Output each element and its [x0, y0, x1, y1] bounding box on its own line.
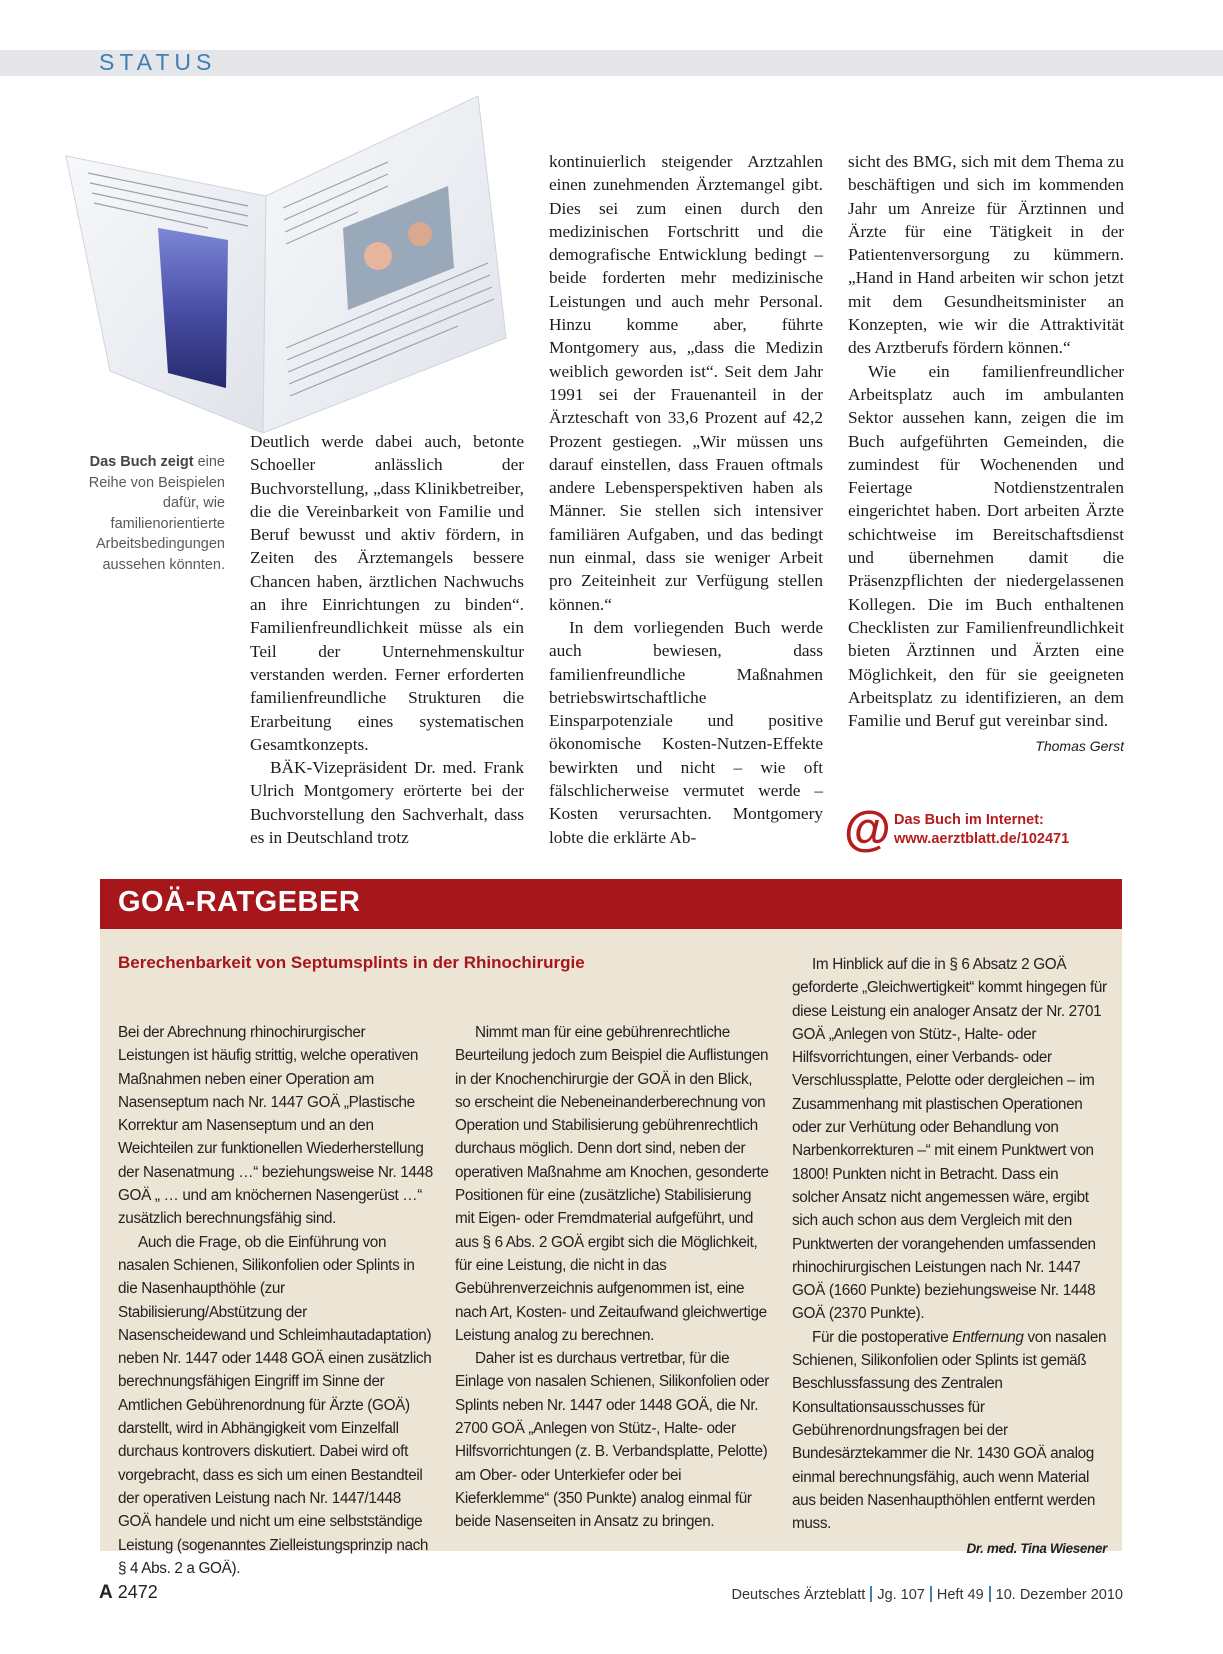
goa-author: Dr. med. Tina Wiesener: [966, 1541, 1107, 1557]
paragraph: Auch die Frage, ob die Einführung von nasalen Schienen, Silikonfolien oder Splints in die Nasenhaupthöhle (zur Stabilisierung/Abstützung der Nasenscheidewand und Schleimhautadaptation) neben Nr. 1447 oder 1448 GOÄ einen zusätzlich berechnungsfähigen Eingriff im Sinne der Amtlichen Gebührenordnung für Ärzte (GOÄ) darstellt, wird in Abhängigkeit vom Einzelfall durchaus kontrovers diskutiert. Dabei wird oft vorgebracht, dass es sich um einen Bestandteil der operativen Leistung nach Nr. 1447/1448 GOÄ handele und nicht um eine selbstständige Leistung (sogenanntes Zielleistungsprinzip nach § 4 Abs. 2 a GOÄ).: [118, 1233, 432, 1577]
journal-volume: Jg. 107: [877, 1587, 925, 1603]
web-reference[interactable]: [844, 803, 1070, 856]
paragraph: Deutlich werde dabei auch, betonte Schoeller anlässlich der Buchvorstellung, „dass Klinikbetreiber, die die Vereinbarkeit von Familie und Beruf bewusst und aktiv fördern, in Zeiten des Ärztemangels bessere Chancen haben, ärztlichen Nachwuchs an ihre Einrichtungen zu binden“. Familienfreundlichkeit müsse als ein Teil der Unternehmenskultur verstanden werden. Ferner erforderten familienfreundliche Strukturen die Erarbeitung eines systematischen Gesamtkonzepts.: [250, 432, 524, 754]
page-prefix: A: [99, 1582, 113, 1603]
paragraph: Daher ist es durchaus vertretbar, für die Einlage von nasalen Schienen, Silikonfolien oder Splints neben Nr. 1447 oder 1448 GOÄ, die Nr. 2700 GOÄ „Anlegen von Stütz-, Halte- oder Hilfsvorrichtungen (z. B. Verbandsplatte, Pelotte) am Ober- oder Unterkiefer oder bei Kieferklemme“ (350 Punkte) analog einmal für beide Nasenseiten in Ansatz zu bringen.: [455, 1350, 770, 1531]
journal-date: 10. Dezember 2010: [995, 1587, 1123, 1603]
author-name: Thomas Gerst: [1035, 738, 1124, 755]
article-column-2: [549, 150, 823, 849]
photo-caption: [70, 452, 225, 575]
caption-text: eine Reihe von Beispielen dafür, wie familienorientierte Arbeitsbedingungen aussehen könnten.: [88, 454, 225, 573]
paragraph-text: Für die postoperative: [812, 1328, 953, 1346]
page-number: [99, 1582, 158, 1604]
section-label: STATUS: [99, 49, 217, 75]
paragraph: sicht des BMG, sich mit dem Thema zu beschäftigen und sich im kommenden Jahr um Anreize für Ärztinnen und Ärzte für eine Tätigkeit in der Patientenversorgung zu kümmern. „Hand in Hand arbeiten wir schon jetzt mit dem Gesundheitsminister an Konzepten, wie wir die Attraktivität des Arztberufs fördern können.“: [848, 152, 1124, 358]
goa-subtitle: Berechenbarkeit von Septumsplints in der Rhinochirurgie: [118, 953, 585, 972]
web-reference-label: Das Buch im Internet:: [894, 812, 1044, 828]
paragraph: [848, 360, 1124, 755]
page-number-value: 2472: [117, 1582, 158, 1602]
article-column-3: [848, 150, 1124, 759]
book-photo: [58, 88, 508, 433]
article-column-1: [250, 430, 524, 849]
paragraph: In dem vorliegenden Buch werde auch bewiesen, dass familienfreundliche Maßnahmen betriebswirtschaftliche Einsparpotenziale und positive ökonomische Kosten-Nutzen-Effekte bewirkten und nicht – wie oft fälschlicherweise vermutet werde – Kosten verursachten. Montgomery lobte die erklärte Ab-: [549, 617, 823, 847]
web-reference-url[interactable]: www.aerztblatt.de/102471: [894, 831, 1070, 847]
divider: [930, 1586, 932, 1602]
web-reference-text: [894, 811, 1069, 849]
paragraph-text: von nasalen Schienen, Silikonfolien oder Splints ist gemäß Beschlussfassung des Zentralen Konsultationsausschusses für Gebührenordnungsfragen bei der Bundesärztekammer die Nr. 1430 GOÄ analog einmal berechnungsfähig, auch wenn Material aus beiden Nasenhaupthöhlen entfernt werden muss.: [792, 1328, 1107, 1533]
paragraph-text: Wie ein familienfreundlicher Arbeitsplatz auch im ambulanten Sektor aussehen kann, zeigen die im Buch aufgeführten Gemeinden, die zumindest für Wochenenden und Feiertage Notdienstzentralen eingerichtet haben. Dort arbeiten Ärzte schichtweise im Bereitschaftsdienst und übernehmen damit die Präsenzpflichten der niedergelassenen Kollegen. Die im Buch enthaltenen Checklisten zur Familienfreundlichkeit bieten Ärztinnen und Ärzten eine Möglichkeit, den für sie geeigneten Arbeitsplatz zu identifizieren, an dem Familie und Beruf gut vereinbar sind.: [848, 361, 1124, 731]
paragraph: Nimmt man für eine gebührenrechtliche Beurteilung jedoch zum Beispiel die Auflistungen in der Knochenchirurgie der GOÄ in den Blick, so erscheint die Nebeneinanderberechnung von Operation und Stabilisierung gebührenrechtlich durchaus möglich. Denn dort sind, neben der operativen Maßnahme am Knochen, gesonderte Positionen für eine (zusätzliche) Stabilisierung mit Eigen- oder Fremdmaterial aufgeführt, und aus § 6 Abs. 2 GOÄ ergibt sich die Möglichkeit, für eine Leistung, die nicht in das Gebührenverzeichnis aufgenommen ist, eine nach Art, Kosten- und Zeitaufwand gleichwertige Leistung analog zu berechnen.: [455, 1024, 769, 1344]
paragraph: kontinuierlich steigender Arztzahlen einen zunehmenden Ärztemangel gibt. Dies sei zum einen durch den medizinischen Fortschritt und die demografische Entwicklung bedingt – beide forderten mehr medizinische Leistungen und auch mehr Personal. Hinzu komme aber, führte Montgomery aus, „dass die Medizin weiblich geworden ist“. Seit dem Jahr 1991 sei der Frauenanteil in der Ärzteschaft von 33,6 Prozent auf 42,2 Prozent gestiegen. „Wir müssen uns darauf einstellen, dass Frauen oftmals andere Lebensperspektiven haben als Männer. Sie stellen sich intensiver familiären Aufgaben, und das bedingt nun einmal, dass sie weniger Arbeit pro Zeiteinheit zur Verfügung stellen können.“: [549, 152, 823, 614]
goa-column-3: [792, 953, 1107, 1561]
divider: [870, 1586, 872, 1602]
caption-bold: Das Buch zeigt: [89, 454, 194, 470]
journal-footer: [732, 1586, 1123, 1603]
goa-column-2: [455, 1021, 770, 1534]
paragraph: Im Hinblick auf die in § 6 Absatz 2 GOÄ geforderte „Gleichwertigkeit“ kommt hingegen für diese Leistung ein analoger Ansatz der Nr. 2701 GOÄ „Anlegen von Stütz-, Halte- oder Hilfsvorrichtungen, einer Verbands- oder Verschlussplatte, Pelotte oder dergleichen – im Zusammenhang mit plastischen Operationen oder zur Verhütung oder Behandlung von Narbenkorrekturen –“ mit einem Punktwert von 1800! Punkten nicht in Betracht. Dass ein solcher Ansatz nicht angemessen wäre, ergibt sich auch schon aus dem Vergleich mit den Punktwerten der vorangehenden umfassenden rhinochirurgischen Leistungen nach Nr. 1447 GOÄ (1660 Punkte) beziehungsweise Nr. 1448 GOÄ (2370 Punkte).: [792, 956, 1107, 1323]
goa-column-1: [118, 1021, 433, 1580]
emphasis: Entfernung: [952, 1328, 1024, 1346]
goa-title: GOÄ-RATGEBER: [118, 886, 361, 918]
paragraph: [792, 1326, 1107, 1536]
paragraph: Bei der Abrechnung rhinochirurgischer Leistungen ist häufig strittig, welche operativen Maßnahmen neben einer Operation am Nasenseptum nach Nr. 1447 GOÄ „Plastische Korrektur am Nasenseptum und an den Weichteilen zur funktionellen Wiederherstellung der Nasenatmung …“ beziehungsweise Nr. 1448 GOÄ „ … und am knöchernen Nasengerüst …“ zusätzlich berechnungsfähig sind.: [118, 1024, 433, 1228]
journal-issue: Heft 49: [936, 1587, 984, 1603]
journal-name: Deutsches Ärzteblatt: [731, 1587, 866, 1603]
divider: [989, 1586, 991, 1602]
at-icon: @: [844, 803, 891, 856]
paragraph: BÄK-Vizepräsident Dr. med. Frank Ulrich Montgomery erörterte bei der Buchvorstellung den Sachverhalt, dass es in Deutschland trotz: [250, 758, 524, 848]
